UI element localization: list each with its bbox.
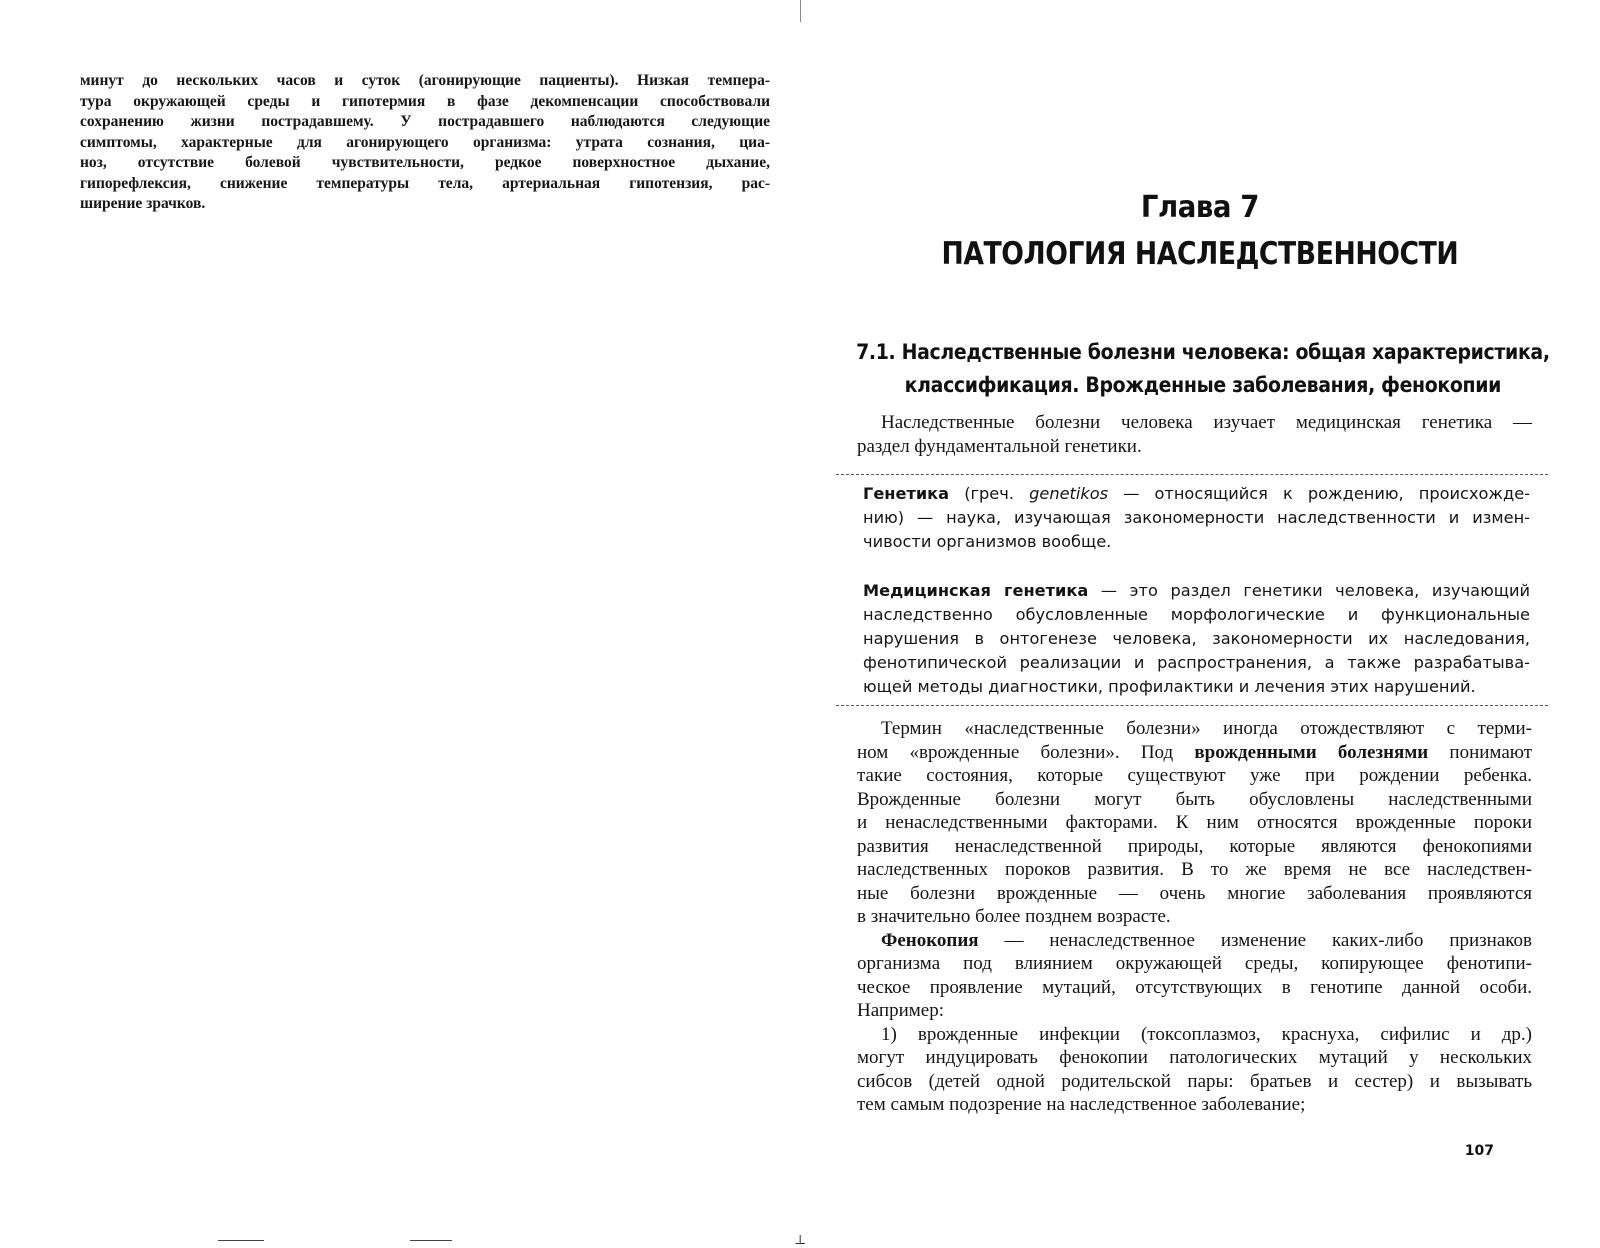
- list-item-line: сибсов (детей одной родительской пары: братьев и сестер) и вызывать: [857, 1070, 1532, 1092]
- text-line: ширение зрачков.: [80, 195, 206, 212]
- definition-medical-genetics: [863, 579, 1530, 699]
- left-page-paragraph: [80, 71, 770, 215]
- text-line: наследственно обусловленные морфологические и функциональные: [863, 605, 1530, 624]
- text-line: чивости организмов вообще.: [863, 532, 1112, 551]
- text-line: фенотипической реализации и распространения, а также разрабатыва-: [863, 653, 1530, 672]
- chapter-title: ПАТОЛОГИЯ НАСЛЕДСТВЕННОСТИ: [941, 236, 1459, 272]
- term-etymology: genetikos: [1029, 484, 1109, 503]
- text-line: развития ненаследственной природы, которые являются фенокопиями: [857, 835, 1532, 857]
- text-line: [863, 579, 1530, 603]
- text-line: ные болезни врожденные — очень многие заболевания проявляются: [857, 882, 1532, 904]
- page-number: 107: [1464, 1143, 1494, 1159]
- text-line: и ненаследственными факторами. К ним относятся врожденные пороки: [857, 812, 1532, 833]
- text-fragment: — относящийся к рождению, происхожде-: [1108, 484, 1530, 503]
- text-line: симптомы, характерные для агонирующего организма: утрата сознания, циа-: [80, 133, 770, 151]
- term-medical-genetics: Медицинская генетика: [863, 581, 1089, 600]
- list-item-line: 1) врожденные инфекции (токсоплазмоз, краснуха, сифилис и др.): [881, 1023, 1532, 1045]
- text-line: сохранению жизни пострадавшему. У пострадавшего наблюдаются следующие: [80, 113, 770, 130]
- spine-mark: ⊥: [794, 1232, 807, 1247]
- intro-paragraph: [857, 411, 1532, 458]
- text-line: нию) — наука, изучающая закономерности наследственности и измен-: [863, 508, 1530, 527]
- text-line: [857, 929, 1532, 953]
- text-line: [863, 482, 1530, 506]
- text-line: ческое проявление мутаций, отсутствующих в генотипе данной особи.: [857, 976, 1532, 998]
- text-line: Наследственные болезни человека изучает медицинская генетика —: [881, 412, 1532, 433]
- text-line: организма под влиянием окружающей среды, копирующее фенотипи-: [857, 953, 1532, 974]
- text-line: Термин «наследственные болезни» иногда отождествляют с терми-: [881, 718, 1532, 739]
- text-fragment: понимают: [1428, 741, 1533, 763]
- text-line: ющей методы диагностики, профилактики и лечения этих нарушений.: [863, 677, 1476, 696]
- text-line: [857, 741, 1532, 765]
- text-line: минут до нескольких часов и суток (агонирующие пациенты). Низкая темпера-: [80, 72, 770, 89]
- text-fragment: — это раздел генетики человека, изучающий: [1088, 581, 1530, 600]
- text-line: Например:: [857, 1000, 944, 1021]
- definition-box-top-rule: [836, 474, 1548, 475]
- section-heading-line: 7.1. Наследственные болезни человека: общая характеристика,: [856, 340, 1550, 365]
- term-phenocopy: Фенокопия: [881, 929, 979, 951]
- term-genetics: Генетика: [863, 484, 950, 503]
- text-fragment: (греч.: [949, 484, 1030, 503]
- text-line: в значительно более позднем возрасте.: [857, 906, 1171, 927]
- text-line: ноз, отсутствие болевой чувствительности, редкое поверхностное дыхание,: [80, 154, 770, 171]
- right-page: [800, 0, 1600, 1247]
- term-congenital-diseases: врожденными болезнями: [1194, 741, 1429, 763]
- definition-box-bottom-rule: [836, 705, 1548, 706]
- list-item-line: могут индуцировать фенокопии патологических мутаций у нескольких: [857, 1047, 1532, 1068]
- definition-genetics: [863, 482, 1530, 554]
- section-heading: [851, 336, 1555, 402]
- left-page: [0, 0, 800, 1247]
- body-paragraphs: [857, 717, 1532, 1117]
- text-line: нарушения в онтогенезе человека, закономерности их наследования,: [863, 629, 1530, 648]
- text-line: Врожденные болезни могут быть обусловлены наследственными: [857, 788, 1532, 810]
- text-fragment: ном «врожденные болезни». Под: [857, 741, 1195, 763]
- list-item-line: тем самым подозрение на наследственное заболевание;: [857, 1094, 1306, 1115]
- chapter-number: Глава 7: [1140, 190, 1259, 225]
- section-heading-line: классификация. Врожденные заболевания, фенокопии: [904, 373, 1502, 398]
- text-fragment: — ненаследственное изменение каких-либо признаков: [978, 929, 1532, 951]
- text-line: наследственных пороков развития. В то же время не все наследствен-: [857, 859, 1532, 880]
- text-line: такие состояния, которые существуют уже при рождении ребенка.: [857, 765, 1532, 786]
- text-line: раздел фундаментальной генетики.: [857, 435, 1142, 457]
- text-line: гипорефлексия, снижение температуры тела, артериальная гипотензия, рас-: [80, 174, 770, 192]
- text-line: тура окружающей среды и гипотермия в фазе декомпенсации способствовали: [80, 92, 770, 110]
